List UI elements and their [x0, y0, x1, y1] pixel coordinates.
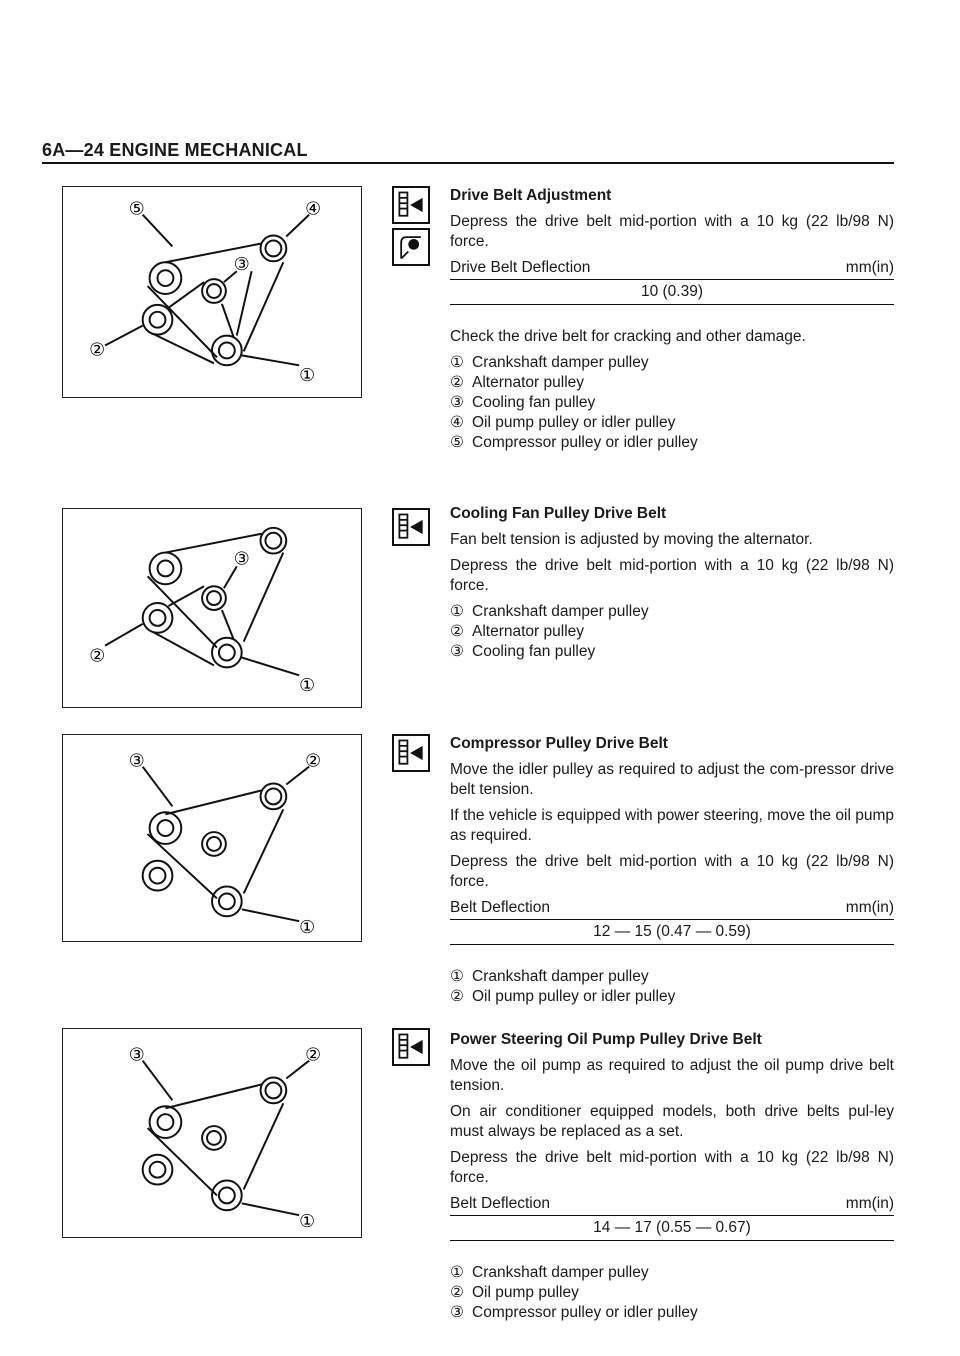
icons-section-3 — [392, 734, 430, 776]
item-number: ① — [450, 1264, 464, 1281]
paragraph: Depress the drive belt mid-portion with a 10 kg (22 lb/98 N) force. — [450, 213, 894, 250]
paragraph: Fan belt tension is adjusted by moving the alternator. — [450, 531, 813, 548]
item-number: ① — [450, 968, 464, 985]
callout-3: ③ — [128, 750, 145, 772]
inspect-icon — [392, 228, 430, 266]
item-label: Cooling fan pulley — [472, 394, 596, 411]
paragraph: Depress the drive belt mid-portion with a 10 kg (22 lb/98 N) force. — [450, 557, 894, 594]
item-label: Oil pump pulley or idler pulley — [472, 414, 676, 431]
adjust-icon — [392, 508, 430, 546]
callout-4: ④ — [305, 198, 322, 220]
paragraph: Move the oil pump as required to adjust the oil pump drive belt tension. — [450, 1057, 894, 1094]
section-title: Power Steering Oil Pump Pulley Drive Belt — [450, 1031, 762, 1048]
spec-label: Drive Belt Deflection — [450, 259, 591, 276]
callout-3: ③ — [128, 1044, 145, 1066]
list-item — [450, 393, 894, 413]
section-title: Compressor Pulley Drive Belt — [450, 735, 668, 752]
spec-unit: mm(in) — [845, 899, 894, 916]
callout-3: ③ — [233, 254, 250, 276]
pulley-diagram-4 — [63, 1029, 361, 1237]
figure-drive-belt-adjustment — [62, 186, 362, 398]
list-item — [450, 1283, 894, 1303]
section-drive-belt-adjustment — [450, 186, 894, 453]
spec-header — [450, 1194, 894, 1216]
list-item — [450, 433, 894, 453]
item-number: ④ — [450, 414, 464, 431]
callout-2: ② — [89, 339, 106, 361]
item-number: ① — [450, 354, 464, 371]
callout-1: ① — [299, 365, 316, 387]
page-header: 6A—24 ENGINE MECHANICAL — [42, 140, 308, 160]
spec-header — [450, 898, 894, 920]
pulley-diagram-2 — [63, 509, 361, 707]
item-label: Crankshaft damper pulley — [472, 354, 649, 371]
item-label: Oil pump pulley — [472, 1284, 579, 1301]
spec-value: 10 (0.39) — [450, 280, 894, 305]
section-title: Drive Belt Adjustment — [450, 187, 612, 204]
item-number: ② — [450, 374, 464, 391]
adjust-icon — [392, 734, 430, 772]
item-number: ③ — [450, 643, 464, 660]
section-cooling-fan-belt — [450, 504, 894, 662]
list-item — [450, 1263, 894, 1283]
list-item — [450, 353, 894, 373]
callout-2: ② — [305, 750, 322, 772]
item-label: Compressor pulley or idler pulley — [472, 434, 698, 451]
callout-1: ① — [299, 1211, 316, 1233]
list-item — [450, 1303, 894, 1323]
section-power-steering-belt — [450, 1030, 894, 1323]
adjust-icon — [392, 186, 430, 224]
section-title: Cooling Fan Pulley Drive Belt — [450, 505, 667, 522]
icons-section-2 — [392, 508, 430, 550]
icons-section-1 — [392, 186, 430, 270]
section-compressor-belt — [450, 734, 894, 1007]
figure-cooling-fan-belt — [62, 508, 362, 708]
item-label: Alternator pulley — [472, 623, 585, 640]
callout-1: ① — [299, 917, 316, 939]
callout-5: ⑤ — [128, 198, 145, 220]
paragraph: Move the idler pulley as required to adjust the com-pressor drive belt tension. — [450, 761, 894, 798]
spec-unit: mm(in) — [845, 1195, 894, 1212]
figure-power-steering-belt — [62, 1028, 362, 1238]
item-number: ③ — [450, 394, 464, 411]
spec-value: 12 — 15 (0.47 — 0.59) — [450, 920, 894, 945]
adjust-icon — [392, 1028, 430, 1066]
item-label: Crankshaft damper pulley — [472, 968, 649, 985]
list-item — [450, 602, 894, 622]
paragraph: Check the drive belt for cracking and other damage. — [450, 328, 806, 345]
header-rule — [42, 162, 894, 164]
spec-unit: mm(in) — [845, 259, 894, 276]
callout-2: ② — [89, 645, 106, 667]
callout-1: ① — [299, 675, 316, 697]
list-item — [450, 967, 894, 987]
paragraph: If the vehicle is equipped with power steering, move the oil pump as required. — [450, 807, 894, 844]
icons-section-4 — [392, 1028, 430, 1070]
paragraph: On air conditioner equipped models, both drive belts pul-ley must always be replaced as a set. — [450, 1103, 894, 1140]
item-label: Crankshaft damper pulley — [472, 1264, 649, 1281]
item-number: ③ — [450, 1304, 464, 1321]
figure-compressor-belt — [62, 734, 362, 942]
paragraph: Depress the drive belt mid-portion with a 10 kg (22 lb/98 N) force. — [450, 1149, 894, 1186]
list-item — [450, 413, 894, 433]
item-label: Cooling fan pulley — [472, 643, 596, 660]
list-item — [450, 642, 894, 662]
list-item — [450, 987, 894, 1007]
item-label: Alternator pulley — [472, 374, 585, 391]
pulley-diagram-3 — [63, 735, 361, 941]
spec-label: Belt Deflection — [450, 899, 550, 916]
list-item — [450, 373, 894, 393]
spec-label: Belt Deflection — [450, 1195, 550, 1212]
spec-value: 14 — 17 (0.55 — 0.67) — [450, 1216, 894, 1241]
item-number: ⑤ — [450, 434, 464, 451]
item-number: ② — [450, 1284, 464, 1301]
item-label: Oil pump pulley or idler pulley — [472, 988, 676, 1005]
item-number: ① — [450, 603, 464, 620]
callout-3: ③ — [233, 548, 250, 570]
item-number: ② — [450, 988, 464, 1005]
item-label: Compressor pulley or idler pulley — [472, 1304, 698, 1321]
paragraph: Depress the drive belt mid-portion with a 10 kg (22 lb/98 N) force. — [450, 853, 894, 890]
spec-header — [450, 258, 894, 280]
list-item — [450, 622, 894, 642]
callout-2: ② — [305, 1044, 322, 1066]
item-number: ② — [450, 623, 464, 640]
pulley-diagram-1 — [63, 187, 361, 397]
item-label: Crankshaft damper pulley — [472, 603, 649, 620]
